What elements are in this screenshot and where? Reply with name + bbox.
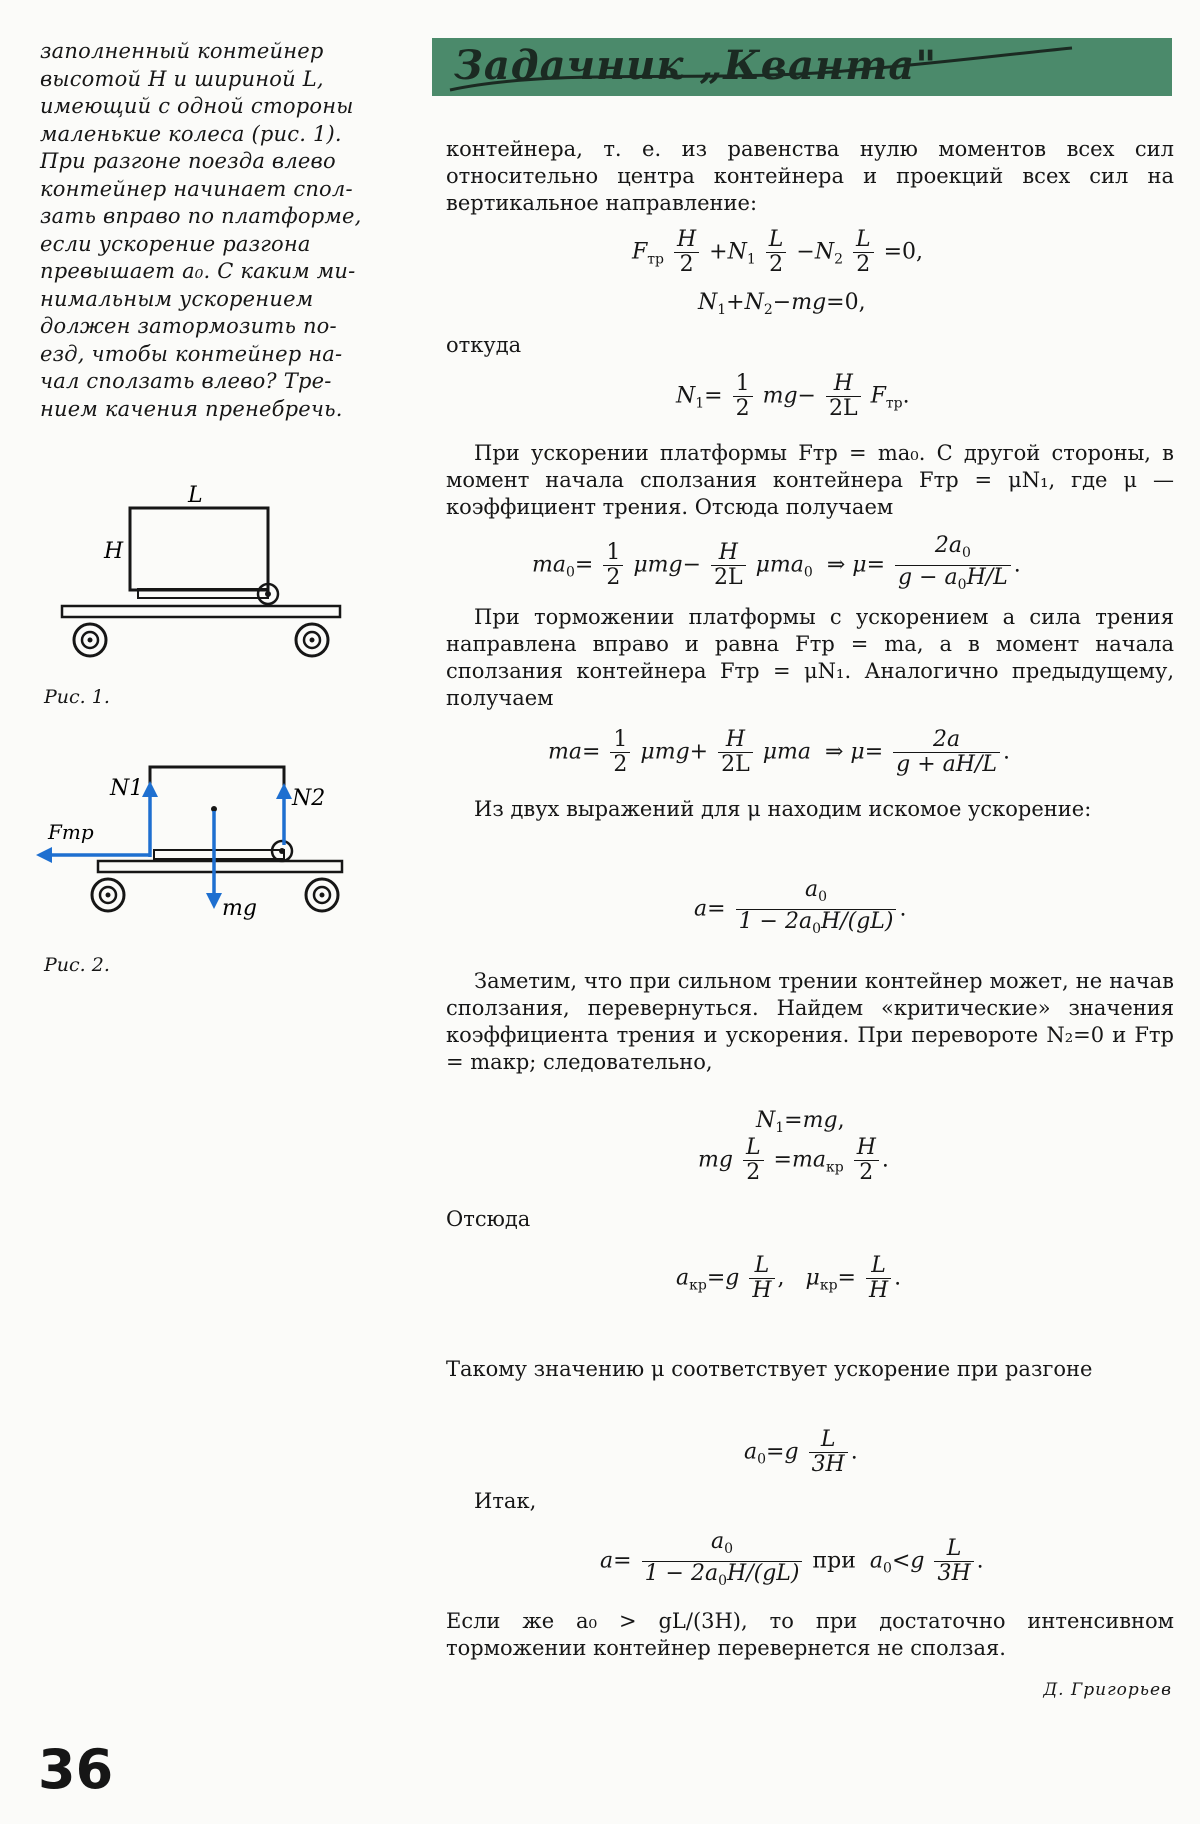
section-banner: [432, 38, 1172, 96]
problem-line: маленькие колеса (рис. 1).: [40, 121, 342, 146]
figure-2-caption: Рис. 2.: [44, 954, 110, 976]
problem-line: высотой H и шириной L,: [40, 66, 324, 91]
paragraph-3: [446, 604, 1174, 712]
paragraph-text: Если же a₀ > gL/(3H), то при достаточно интенсивном торможении контейнер перевернется не сползая.: [446, 1609, 1174, 1660]
equation-tipping-n1: $N_1=mg$,: [756, 1108, 845, 1136]
word-pri: при: [812, 1548, 856, 1574]
problem-text: [40, 38, 385, 423]
problem-line: чал сползать влево? Тре-: [40, 369, 332, 393]
equation-a0: $a_0=g$ $\frac{L}{3H}$ .: [744, 1427, 858, 1477]
page-number: 36: [38, 1738, 114, 1801]
equation-moments: $F_{тр}$ $\frac{H}{2}$ $+N_1$ $\frac{L}{2}$ $-N_2$ $\frac{L}{2}$ =0,: [632, 227, 924, 277]
paragraph-text: Итак,: [474, 1489, 537, 1513]
paragraph-text: Заметим, что при сильном трении контейнер может, не начав сползания, перевернуться. Найдем «критические» значения коэффициента трения и ускорения. При перевороте N₂=0 и Fтр = maкр; следовательно,: [446, 969, 1174, 1074]
fig2-label-mg: mg: [222, 896, 257, 921]
equation-final: a= $\frac{a_0}{1 - 2a_0H/(gL)}$ при $a_0<g$ $\frac{L}{3H}$ .: [600, 1529, 984, 1589]
paragraph-text: Из двух выражений для μ находим искомое ускорение:: [474, 797, 1092, 821]
fig2-label-N1: N1: [110, 776, 144, 801]
paragraph-text: Отсюда: [446, 1207, 531, 1231]
paragraph-7: [446, 1608, 1174, 1662]
paragraph-4: [446, 796, 1174, 823]
equation-answer: a= $\frac{a_0}{1 - 2a_0H/(gL)}$ .: [694, 877, 907, 937]
problem-line: заполненный контейнер: [40, 39, 324, 63]
equation-critical: $a_{кр}=g$ $\frac{L}{H}$ , $\mu_{кр}=$ $\frac{L}{H}$ .: [676, 1253, 902, 1303]
word-otsyuda: [446, 1206, 1174, 1233]
equation-n1: $N_1=$ $\frac{1}{2}$ mg− $\frac{H}{2L}$ $F_{тр}$.: [676, 371, 910, 421]
figure-1-diagram: [50, 478, 360, 663]
word-itak: [474, 1488, 1200, 1515]
paragraph-1: [446, 136, 1174, 217]
paragraph-text: контейнера, т. е. из равенства нулю моментов всех сил относительно центра контейнера и проекций всех сил на вертикальное направление:: [446, 137, 1174, 215]
equation-acceleration: $ma_0=$ $\frac{1}{2}$ μmg− $\frac{H}{2L}$ μma$_0$ ⇒ μ= $\frac{2a_0}{g - a_0H/L}$ .: [532, 533, 1021, 593]
fig2-label-Ftr: Fтр: [48, 820, 94, 844]
figure-1-caption: Рис. 1.: [44, 686, 110, 708]
paragraph-text: При ускорении платформы Fтр = ma₀. С другой стороны, в момент начала сползания контейнера Fтр = μN₁, где μ — коэффициент трения. Отсюда получаем: [446, 441, 1174, 519]
problem-line: нимальным ускорением: [40, 286, 314, 311]
paragraph-6: [446, 1356, 1174, 1383]
problem-line: езд, чтобы контейнер на-: [40, 341, 343, 366]
problem-line: если ускорение разгона: [40, 231, 311, 256]
paragraph-5: [446, 968, 1174, 1076]
fig2-label-N2: N2: [292, 786, 326, 811]
problem-line: имеющий с одной стороны: [40, 94, 354, 118]
author-signature: Д. Григорьев: [1043, 1680, 1172, 1700]
problem-line: зать вправо по платформе,: [40, 204, 362, 228]
problem-line: превышает a₀. С каким ми-: [40, 259, 356, 283]
fig1-label-H: H: [104, 539, 124, 564]
paragraph-text: Такому значению μ соответствует ускорение при разгоне: [446, 1357, 1093, 1381]
problem-line: контейнер начинает спол-: [40, 176, 353, 201]
equation-tipping-moment: mg $\frac{L}{2}$ $=ma_{кр}$ $\frac{H}{2}$ .: [698, 1135, 889, 1185]
word-otkuda: [446, 332, 1174, 359]
fig1-label-L: L: [188, 483, 203, 508]
problem-line: При разгоне поезда влево: [40, 149, 336, 173]
paragraph-text: При торможении платформы с ускорением a сила трения направлена вправо и равна Fтр = ma, а в момент начала сползания контейнера Fтр = μN₁. Аналогично предыдущему, получаем: [446, 605, 1174, 710]
banner-title: Задачник „Кванта": [454, 42, 938, 89]
paragraph-2: [446, 440, 1174, 521]
equation-braking: ma= $\frac{1}{2}$ μmg+ $\frac{H}{2L}$ μma ⇒ μ= $\frac{2a}{g + aH/L}$ .: [548, 727, 1010, 777]
paragraph-text: откуда: [446, 333, 522, 357]
problem-line: должен затормозить по-: [40, 314, 337, 338]
figure-2-diagram: [28, 745, 368, 935]
problem-line: нием качения пренебречь.: [40, 396, 343, 421]
equation-vertical: $N_1+N_2-mg=0$,: [698, 290, 866, 318]
